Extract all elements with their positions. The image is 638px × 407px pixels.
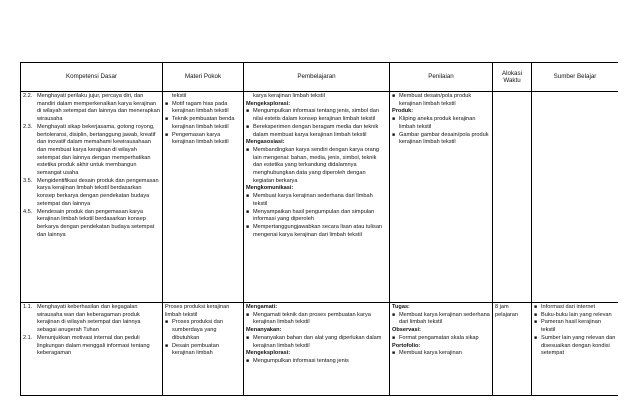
header-materi-pokok: Materi Pokok xyxy=(163,63,244,92)
kd-item xyxy=(23,178,160,209)
alokasi-value: 8 jam pelajaran xyxy=(495,304,519,318)
kd-number: 2.2. xyxy=(23,93,33,99)
list-item-text: Desain pembuatan kerajinan limbah xyxy=(172,342,219,357)
list-item-text: Bereksperimen dengan beragam media dan teknik dalam membuat karya kerajinan limbah tekstil xyxy=(253,123,379,138)
list-item-text: Membuat karya kerajinan sederhana dari limbah tekstil xyxy=(399,311,490,326)
list-item xyxy=(246,124,387,139)
list-item xyxy=(246,193,387,208)
list-item xyxy=(165,101,241,116)
kd-item xyxy=(23,304,160,335)
kd-cell xyxy=(21,303,163,396)
list-item xyxy=(246,147,387,186)
list-item-text: Mengamati teknik dan proses pembuatan karya kerajinan limbah tekstil xyxy=(253,311,371,326)
kd-text: Menunjukkan motivasi internal dan peduli lingkungan dalam menggali informasi tentang keberagaman xyxy=(37,334,150,357)
penilaian-cell xyxy=(390,92,493,303)
bullet-icon: ■ xyxy=(246,123,250,130)
sumber-cell xyxy=(532,303,619,396)
bullet-icon: ■ xyxy=(165,342,169,349)
list-item-text: Motif ragam hias pada kerajinan limbah tekstil xyxy=(172,100,229,115)
header-alokasi-waktu: Alokasi Waktu xyxy=(493,63,532,92)
list-item-text: Format pengamatan skala sikap xyxy=(399,334,479,341)
penilaian-cell xyxy=(390,303,493,396)
list-item-text: Pengemasan karya kerajinan limbah tekstil xyxy=(172,131,229,146)
list-item-text: Menyampaikan hasil pengumpulan dan simpulan informasi yang diperoleh xyxy=(253,208,375,223)
kd-text: Menghayati keberhasilan dan kegagalan wirausaha wan dan keberagaman produk kerajinan di wilayah setempat dan lainnya sebagai anugerah Tuhan xyxy=(37,304,141,334)
pembelajaran-cell xyxy=(244,303,390,396)
bullet-icon: ■ xyxy=(392,116,396,123)
materi-cell xyxy=(163,303,244,396)
section-heading: Menanyakan: xyxy=(246,327,282,334)
kd-item xyxy=(23,335,160,358)
syllabus-table xyxy=(20,62,618,396)
bullet-icon: ■ xyxy=(246,193,250,200)
bullet-icon: ■ xyxy=(165,116,169,123)
list-item-text: Mengumpulkan informasi tentang jenis, simbol dan nilai estetis dalam konsep kerajinan limbah tekstil xyxy=(253,108,379,123)
kd-number: 2.1. xyxy=(23,334,33,341)
list-item-text: Informasi dari internet xyxy=(541,304,596,310)
bullet-icon: ■ xyxy=(165,319,169,326)
section-heading: Mengkomunikasi: xyxy=(246,185,294,192)
section-heading: Mengamati: xyxy=(246,304,278,310)
list-item xyxy=(534,304,616,312)
kd-text: Menghayati sikap bekerjasama, gotong royong, bertoleransi, disiplin, bertanggung jawab, kreatif dan inovatif dalam memahami kewirausahaan dan membuat karya kerajinan di wilayah setempat dan lainnya dengan memperhatikan estetika produk akhir untuk membangun semangat usaha xyxy=(37,123,156,177)
section-heading: Produk: xyxy=(392,108,414,115)
pembelajaran-lead: karya kerajinan limbah tekstil xyxy=(253,93,325,99)
kd-number: 1.1. xyxy=(23,304,33,310)
alokasi-cell xyxy=(493,303,532,396)
header-sumber-belajar: Sumber Belajar xyxy=(532,63,619,92)
kd-number: 3.5. xyxy=(23,177,33,184)
syllabus-page xyxy=(20,62,618,407)
bullet-icon: ■ xyxy=(392,311,396,318)
list-item-text: Gambar gambar desain/pola produk kerajinan limbah tekstil xyxy=(399,131,489,146)
kd-cell xyxy=(21,92,163,303)
list-item xyxy=(392,335,490,343)
table-row xyxy=(21,92,619,303)
list-item xyxy=(534,319,616,334)
list-item xyxy=(246,224,387,239)
list-item xyxy=(246,358,387,366)
list-item xyxy=(534,335,616,358)
pembelajaran-cell xyxy=(244,92,390,303)
list-item-text: Membuat desain/pola produk kerajinan limbah tekstil xyxy=(399,93,472,107)
list-item xyxy=(392,312,490,327)
bullet-icon: ■ xyxy=(246,311,250,318)
list-item xyxy=(165,132,241,147)
list-item xyxy=(165,343,241,358)
materi-lead: tekstil xyxy=(172,93,187,99)
section-heading: Portofolio: xyxy=(392,342,421,349)
materi-lead: Proses produksi kerajinan limbah tekstil xyxy=(165,304,230,318)
section-heading: Observasi: xyxy=(392,327,421,334)
header-row xyxy=(21,63,619,92)
bullet-icon: ■ xyxy=(534,319,538,326)
bullet-icon: ■ xyxy=(392,334,396,341)
bullet-icon: ■ xyxy=(392,131,396,138)
list-item-text: Mengumpulkan informasi tentang jenis xyxy=(253,357,349,364)
kd-item xyxy=(23,93,160,124)
kd-item xyxy=(23,209,160,240)
bullet-icon: ■ xyxy=(534,311,538,318)
list-item xyxy=(246,108,387,123)
bullet-icon: ■ xyxy=(534,334,538,341)
list-item-text: Proses produksi dan sumberdaya yang dibutuhkan xyxy=(172,319,223,341)
list-item xyxy=(392,132,490,147)
bullet-icon: ■ xyxy=(246,146,250,153)
list-item-text: Pameran hasil kerajinan tekstil xyxy=(541,319,602,334)
bullet-icon: ■ xyxy=(165,100,169,107)
list-item xyxy=(165,116,241,131)
list-item-text: Membandingkan karya sendiri dengan karya orang lain mengenai: bahan, media, jenis, simbol, teknik dan estetika yang terkandung didalamnya menghubungkan data yang diperoleh dengan kegiatan berkarya xyxy=(253,146,379,184)
list-item xyxy=(246,209,387,224)
kd-text: Mendesain produk dan pengemasan karya kerajinan limbah tekstil berdasarkan konsep berkarya dengan pendekatan budaya setempat dan lainnya xyxy=(37,208,155,238)
list-item xyxy=(246,335,387,350)
bullet-icon: ■ xyxy=(165,131,169,138)
list-item-text: Menanyakan bahan dan alat yang diperlukan dalam kerajinan limbah tekstil xyxy=(253,334,382,349)
section-heading: Mengeksplorasi: xyxy=(246,350,291,357)
section-heading: Tugas: xyxy=(392,304,410,310)
alokasi-cell xyxy=(493,92,532,303)
table-row xyxy=(21,303,619,396)
bullet-icon: ■ xyxy=(246,208,250,215)
list-item-text: Mempertanggungjawabkan secara lisan atau tulisan mengenai karya kerajinan dari limbah tekstil xyxy=(253,223,383,238)
kd-text: Mengidentifikasi desain produk dan pengemasan karya kerajinan limbah tekstil berdasarkan konsep berkarya dengan pendekatan budaya setempat dan lainnya xyxy=(37,177,159,207)
list-item xyxy=(392,93,490,108)
list-item xyxy=(392,350,490,358)
list-item-text: Sumber lain yang relevan dan disesuaikan dengan kondisi setempat xyxy=(541,334,616,357)
bullet-icon: ■ xyxy=(534,304,538,310)
bullet-icon: ■ xyxy=(246,357,250,364)
header-kompetensi-dasar: Kompetensi Dasar xyxy=(21,63,163,92)
materi-cell xyxy=(163,92,244,303)
list-item xyxy=(392,116,490,131)
list-item-text: Kliping aneka produk kerajinan limbah tekstil xyxy=(399,116,476,130)
sumber-cell xyxy=(532,92,619,303)
bullet-icon: ■ xyxy=(246,108,250,115)
list-item xyxy=(534,312,616,320)
header-pembelajaran: Pembelajaran xyxy=(244,63,390,92)
section-heading: Mengasosiasi: xyxy=(246,139,285,146)
list-item-text: Teknik pembuatan benda kerajinan limbah tekstil xyxy=(172,116,235,130)
list-item-text: Membuat karya kerajinan sederhana dari limbah tekstil xyxy=(253,193,373,207)
bullet-icon: ■ xyxy=(246,334,250,341)
list-item-text: Buku-buku lain yang relevan xyxy=(541,311,612,318)
kd-number: 2.3. xyxy=(23,123,33,130)
section-heading: Mengeksplorasi: xyxy=(246,100,291,107)
kd-text: Menghayati perilaku jujur, percaya diri, dan mandiri dalam memperkenalkan karya kerajinan di wilayah setempat dan lainnya dan menerapkan wirausaha xyxy=(37,93,160,123)
bullet-icon: ■ xyxy=(246,223,250,230)
list-item-text: Membuat karya kerajinan xyxy=(399,350,462,357)
bullet-icon: ■ xyxy=(392,93,396,99)
bullet-icon: ■ xyxy=(392,350,396,357)
kd-item xyxy=(23,124,160,178)
list-item xyxy=(246,312,387,327)
list-item xyxy=(165,319,241,342)
kd-number: 4.5. xyxy=(23,208,33,215)
header-penilaian: Penilaian xyxy=(390,63,493,92)
